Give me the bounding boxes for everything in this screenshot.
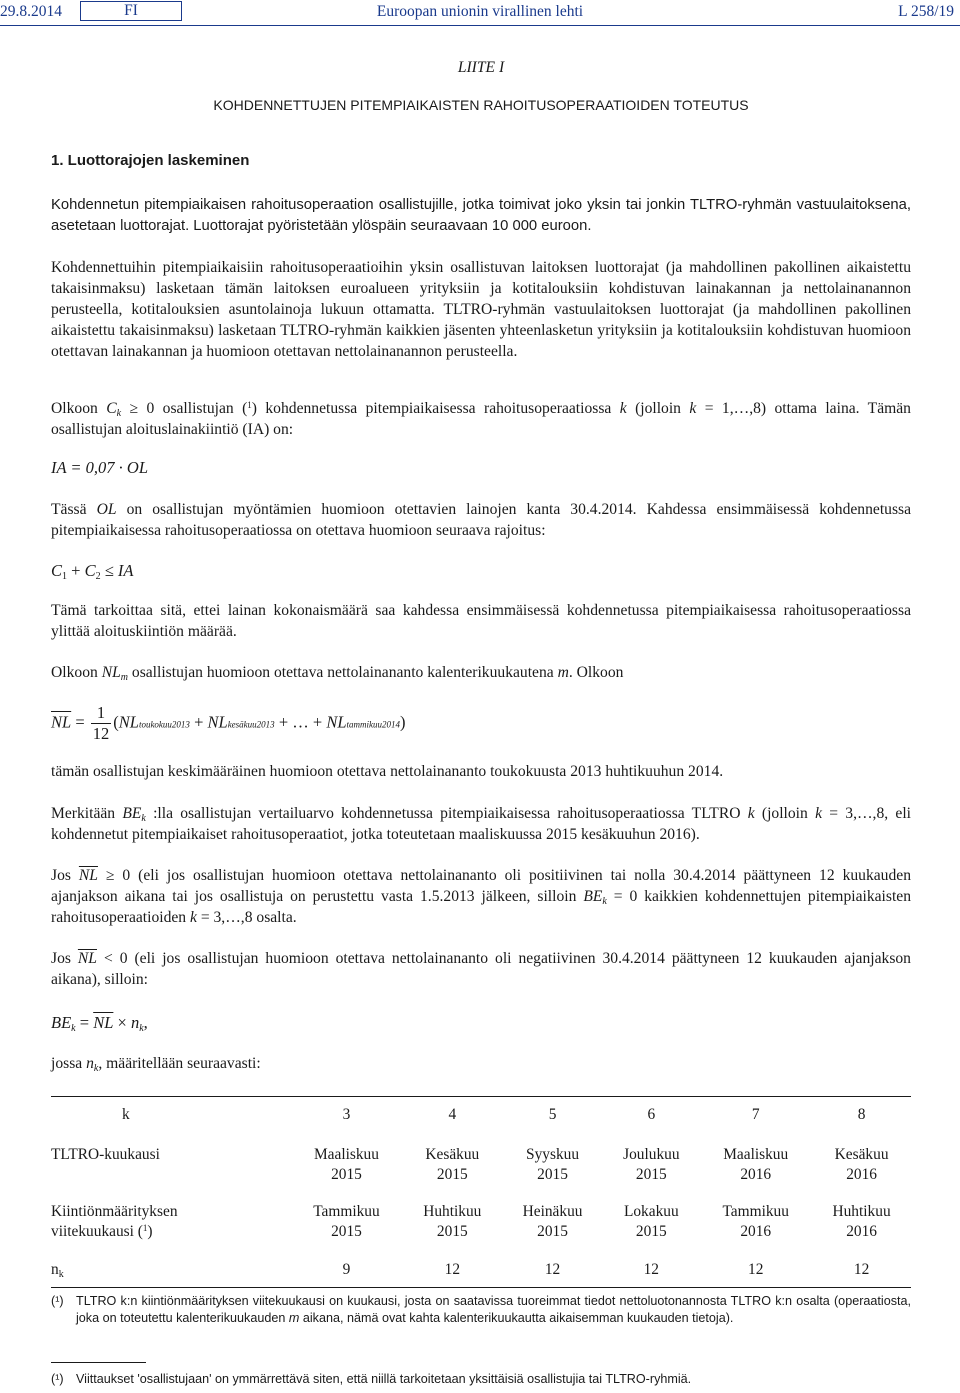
formula-average-net-lending: $\overline{NL}$ = $\frac{1}{12}$ (NLtoukokuu2013 + NLkesäkuu2013 + … + NLtammikuu2014): [51, 703, 406, 743]
issue-date: 29.8.2014: [0, 3, 62, 20]
paragraph-10: Jos $\overline{NL} < 0$ (eli jos osallistujan huomioon otettava nettolainananto oli negatiivinen 30.4.2014 päättyneen 12 kuukauden ajanjakson aikana), silloin:: [51, 950, 911, 988]
paragraph-5: Tämä tarkoittaa sitä, ettei lainan kokonaismäärä saa kahdessa ensimmäisessä kohdennetussa pitempiaikaisessa rahoitusoperaatiossa ylittää aloituskiintiön määrää.: [51, 602, 911, 640]
table-cell: 7: [751, 1106, 760, 1123]
table-cell: Kesäkuu 2016: [834, 1146, 889, 1183]
table-cell: 12: [643, 1261, 659, 1278]
table-row-k: [51, 1097, 911, 1146]
paragraph-2: Kohdennettuihin pitempiaikaisiin rahoitusoperaatioihin yksin osallistuvan laitoksen luottorajat (ja mahdollinen pakollinen aikaistettu takaisinmaksu) lasketaan tämän laitoksen euroalueen yrityksiin ja kotitalouksiin kohdistuvan lainakannan ja nettolainanannon perusteella, kotitalouksien asuntolainoja lukuun ottamatta. TLTRO-ryhmän vastuulaitoksen luottorajat (ja mahdollinen pakollinen aikaistettu takaisinmaksu) lasketaan TLTRO-ryhmän kaikkien jäsenten yhteenlasketun yrityksiin ja kotitalouksiin kohdistuvan huomioon otettavan lainakannan ja huomioon otettavan nettolainanannon perusteella.: [51, 259, 911, 360]
annex-label: LIITE I: [457, 59, 505, 76]
section-heading: 1. Luottorajojen laskeminen: [51, 152, 250, 169]
table-row-reference-month: [51, 1202, 911, 1260]
table-cell: 12: [853, 1261, 870, 1278]
table-row-label: TLTRO-kuukausi: [51, 1146, 160, 1163]
formula-benchmark: $BE_k = \overline{NL} \times n_k$,: [51, 1013, 148, 1034]
paragraph-7: tämän osallistujan keskimääräinen huomioon otettava nettolainananto toukokuusta 2013 huhtikuuhun 2014.: [51, 763, 724, 780]
annex-title: KOHDENNETTUJEN PITEMPIAIKAISTEN RAHOITUSOPERAATIOIDEN TOTEUTUS: [213, 97, 749, 113]
header-rule: [0, 25, 960, 26]
paragraph-1: Kohdennetun pitempiaikaisen rahoitusoperaation osallistujille, jotka toimivat joko yksin tai jonkin TLTRO-ryhmän vastuulaitoksena, asetetaan luottorajat. Luottorajat pyöristetään ylöspäin seuraavaan 10 000 euroon.: [51, 197, 911, 234]
allowance-table: [51, 1096, 911, 1288]
formula-constraint: $C_1 + C_2$ ≤ IA: [51, 561, 134, 582]
journal-title: Euroopan unionin virallinen lehti: [376, 3, 584, 20]
table-cell: Maaliskuu 2016: [723, 1146, 789, 1183]
page-reference: L 258/19: [898, 3, 954, 20]
footnote-separator: [51, 1362, 146, 1363]
table-header-k: k: [122, 1106, 130, 1123]
paragraph-8: Merkitään $BE_k$ :lla osallistujan vertailuarvo kohdennetussa pitempiaikaisessa rahoitusoperaatiossa TLTRO k (jolloin k = 3,…,8, eli kohdennetut pitempiaikaiset rahoitusoperaatiot, jotka toteutetaan maaliskuussa 2015 kesäkuuhun 2016).: [51, 805, 911, 843]
table-cell: 12: [544, 1261, 561, 1278]
table-cell: 8: [857, 1106, 866, 1123]
table-cell: Tammikuu 2016: [722, 1203, 789, 1240]
table-cell: Maaliskuu 2015: [313, 1146, 379, 1183]
table-row-label: Kiintiönmäärityksen viitekuukausi ($^1$): [51, 1203, 178, 1240]
table-cell: 3: [342, 1106, 351, 1123]
table-cell: Huhtikuu 2016: [832, 1203, 891, 1240]
table-cell: 5: [548, 1106, 557, 1123]
table-cell: 6: [647, 1106, 656, 1123]
page-footnote: (¹) Viittaukset 'osallistujaan' on ymmärrettävä siten, että niillä tarkoitetaan yksittäisiä osallistujia tai TLTRO-ryhmiä.: [51, 1372, 692, 1386]
paragraph-4: Tässä OL on osallistujan myöntämien huomioon otettavien lainojen kanta 30.4.2014. Kahdessa ensimmäisessä kohdennetussa pitempiaikaisessa rahoitusoperaatiossa on otettava huomioon seuraava rajoitus:: [51, 501, 911, 539]
table-cell: 12: [748, 1261, 764, 1278]
paragraph-3: Olkoon $C_k \ge 0$ osallistujan ($^1$) kohdennetussa pitempiaikaisessa rahoitusoperaatiossa k (jolloin k = 1,…,8) ottama laina. Tämän osallistujan aloituslainakiintiö (IA) on:: [51, 400, 911, 438]
table-footnote: (¹) TLTRO k:n kiintiönmäärityksen viitekuukausi on kuukausi, josta on saatavissa tuoreimmat tiedot nettoluotonannosta TLTRO k:n osalta (operaatiosta, joka on toteutettu kalenterikuukauden m aikana, nämä ovat kahta kalenterikuukautta aikaisemman kuukauden tietoja).: [51, 1294, 911, 1325]
paragraph-9: Jos $\overline{NL} \ge 0$ (eli jos osallistujan huomioon otettava nettolainananto oli positiivinen tai nolla 30.4.2014 päättyneen 12 kuukauden ajanjakson aikana tai jos osallistuja on perustettu vasta 1.5.2013 jälkeen, silloin $BE_k = 0$ kaikkien kohdennettujen pitempiaikaisten rahoitusoperaatioiden k = 3,…,8 osalta.: [51, 867, 911, 926]
table-row-tltro-month: [51, 1145, 911, 1202]
table-cell: 4: [448, 1106, 457, 1123]
paragraph-11: jossa $n_k$, määritellään seuraavasti:: [51, 1055, 261, 1074]
table-cell: Tammikuu 2015: [313, 1203, 380, 1240]
language-box: FI: [80, 1, 182, 21]
table-row-n: [51, 1260, 911, 1288]
formula-initial-allowance: IA = 0,07 · OL: [51, 458, 149, 477]
table-cell: Joulukuu 2015: [623, 1146, 680, 1183]
table-cell: 12: [444, 1261, 461, 1278]
table-cell: Lokakuu 2015: [623, 1203, 679, 1240]
table-cell: Heinäkuu 2015: [522, 1203, 583, 1240]
table-cell: Huhtikuu 2015: [423, 1203, 482, 1240]
running-header: [0, 0, 960, 22]
fraction: $\frac{1}{12}$: [92, 703, 110, 743]
table-row-label: $n_k$: [51, 1261, 64, 1280]
table-cell: 9: [342, 1261, 351, 1278]
table-cell: Kesäkuu 2015: [425, 1146, 480, 1183]
paragraph-6: Olkoon $NL_m$ osallistujan huomioon otettava nettolainananto kalenterikuukautena m. Olkoon: [51, 664, 624, 683]
table-cell: Syyskuu 2015: [526, 1146, 580, 1183]
